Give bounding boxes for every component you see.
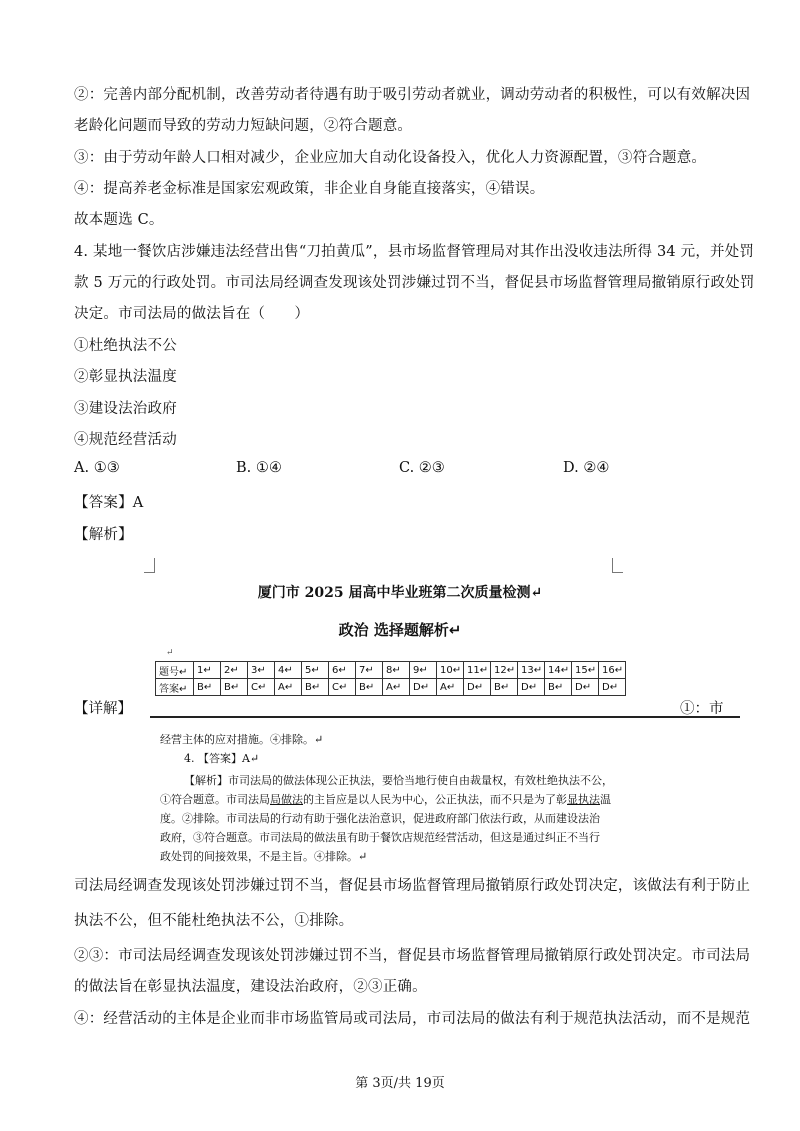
statement-1: ①杜绝执法不公 (74, 338, 177, 354)
question-stem: 决定。市司法局的做法旨在（ ） (74, 306, 310, 322)
text-line: 老龄化问题而导致的劳动力短缺问题，②符合题意。 (74, 118, 413, 134)
table-cell: 3↵ (248, 662, 275, 679)
scan-divider (150, 716, 740, 722)
table-cell: 12↵ (491, 662, 518, 679)
text-line: 司法局经调查发现该处罚涉嫌过罚不当，督促县市场监督管理局撤销原行政处罚决定，该做法有利于防止 (74, 878, 751, 894)
table-cell: D↵ (572, 679, 599, 696)
table-cell: 15↵ (572, 662, 599, 679)
option-b: B. ①④ (236, 460, 282, 476)
table-cell: B↵ (221, 679, 248, 696)
table-cell: D↵ (599, 679, 626, 696)
scan-text-line: 【解析】市司法局的做法体现公正执法，要恰当地行使自由裁量权，有效杜绝执法不公， (184, 774, 613, 787)
scan-title: 厦门市 2025 届高中毕业班第二次质量检测↵ (257, 585, 543, 601)
option-a: A. ①③ (74, 460, 120, 476)
table-cell: 11↵ (464, 662, 491, 679)
question-stem: 款 5 万元的行政处罚。市司法局经调查发现该处罚涉嫌过罚不当，督促县市场监督管理局撤销原行政处罚 (74, 275, 755, 291)
table-cell: 8↵ (383, 662, 410, 679)
statement-4: ④规范经营活动 (74, 432, 177, 448)
text-line: 故本题选 C。 (74, 212, 164, 228)
table-row (156, 662, 626, 679)
table-row (156, 679, 626, 696)
table-cell: B↵ (545, 679, 572, 696)
detail-label: 【详解】 (74, 701, 132, 717)
table-cell: 7↵ (356, 662, 383, 679)
scan-text-line: 经营主体的应对措施。④排除。↵ (160, 733, 324, 746)
table-cell: 13↵ (518, 662, 545, 679)
table-cell: 2↵ (221, 662, 248, 679)
table-cell: A↵ (275, 679, 302, 696)
table-cell: B↵ (194, 679, 221, 696)
detail-continuation: ①：市 (680, 701, 724, 717)
table-cell: D↵ (464, 679, 491, 696)
option-d: D. ②④ (563, 460, 610, 476)
answer-table (155, 661, 626, 696)
table-cell: B↵ (356, 679, 383, 696)
table-header-cell: 答案↵ (156, 679, 194, 696)
text-line: ④：经营活动的主体是企业而非市场监管局或司法局，市司法局的做法有利于规范执法活动，而不是规范 (74, 1011, 751, 1027)
text-line: ③：由于劳动年龄人口相对减少，企业应加大自动化设备投入，优化人力资源配置，③符合题意。 (74, 150, 707, 166)
analysis-label: 【解析】 (74, 527, 133, 543)
table-cell: 14↵ (545, 662, 572, 679)
scan-text-line: 政府，③符合题意。市司法局的做法虽有助于餐饮店规范经营活动，但这是通过纠正不当行 (160, 831, 600, 844)
text-line: ②：完善内部分配机制，改善劳动者待遇有助于吸引劳动者就业，调动劳动者的积极性，可以有效解决因 (74, 87, 751, 103)
table-cell: 9↵ (410, 662, 437, 679)
table-cell: 16↵ (599, 662, 626, 679)
page-number: 第 3页/共 19页 (355, 1076, 445, 1091)
scan-text-line: 政处罚的间接效果，不是主旨。④排除。↵ (160, 850, 368, 863)
table-cell: 1↵ (194, 662, 221, 679)
scan-text-line (160, 791, 611, 807)
scan-text-line: 4. 【答案】A↵ (184, 752, 260, 765)
return-mark: ↵ (166, 648, 174, 658)
scan-underlined: 局做法 (270, 793, 303, 806)
table-cell: C↵ (329, 679, 356, 696)
table-cell: B↵ (491, 679, 518, 696)
table-cell: B↵ (302, 679, 329, 696)
scan-text-span: ①符合题意。市司法局 (160, 793, 270, 806)
answer-label: 【答案】A (74, 495, 144, 511)
table-cell: A↵ (437, 679, 464, 696)
scan-text-span: 温 (600, 793, 611, 806)
table-cell: 5↵ (302, 662, 329, 679)
scan-underlined: 显执法 (567, 793, 600, 806)
option-c: C. ②③ (399, 460, 445, 476)
scan-subtitle: 政治 选择题解析↵ (338, 621, 462, 639)
table-header-cell: 题号↵ (156, 662, 194, 679)
crop-mark-right (612, 558, 623, 573)
text-line: 的做法旨在彰显执法温度，建设法治政府，②③正确。 (74, 979, 427, 995)
scan-text-span: 的主旨应是以人民为中心，公正执法，而不只是为了彰 (303, 793, 567, 806)
table-cell: C↵ (248, 679, 275, 696)
crop-mark-left (144, 558, 155, 573)
table-cell: A↵ (383, 679, 410, 696)
text-line: ④：提高养老金标准是国家宏观政策，非企业自身能直接落实，④错误。 (74, 181, 545, 197)
table-cell: 4↵ (275, 662, 302, 679)
text-line: 执法不公，但不能杜绝执法不公，①排除。 (74, 913, 354, 929)
question-stem: 4. 某地一餐饮店涉嫌违法经营出售“刀拍黄瓜”，县市场监督管理局对其作出没收违法所得 34 元，并处罚 (74, 244, 755, 260)
table-cell: 6↵ (329, 662, 356, 679)
table-cell: D↵ (518, 679, 545, 696)
text-line: ②③：市司法局经调查发现该处罚涉嫌过罚不当，督促县市场监督管理局撤销原行政处罚决定。市司法局 (74, 948, 751, 964)
scan-text-line: 度。②排除。市司法局的行动有助于强化法治意识，促进政府部门依法行政，从而建设法治 (160, 812, 600, 825)
statement-3: ③建设法治政府 (74, 401, 177, 417)
table-cell: 10↵ (437, 662, 464, 679)
statement-2: ②彰显执法温度 (74, 369, 177, 385)
table-cell: D↵ (410, 679, 437, 696)
